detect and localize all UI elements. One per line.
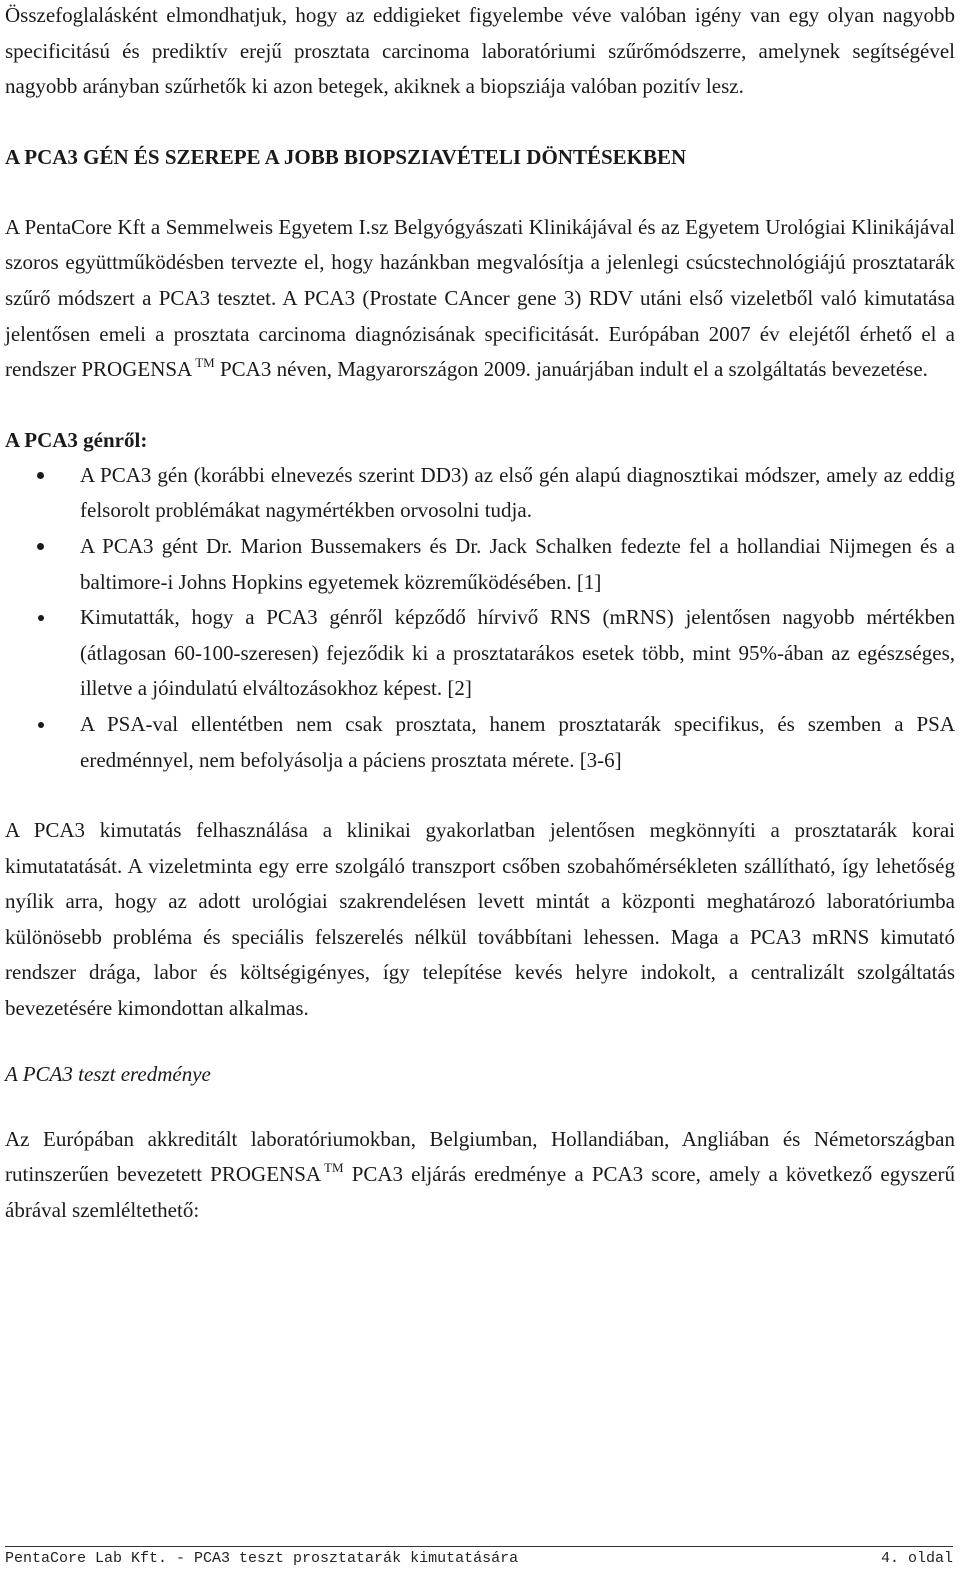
section-paragraph xyxy=(5,210,955,388)
list-item xyxy=(5,458,955,529)
bullet-icon xyxy=(38,615,44,621)
result-paragraph-text: Az Európában akkreditált laboratóriumokban, Belgiumban, Hollandiában, Angliában és Németországban rutinszerűen bevezetett PROGENSA xyxy=(5,1126,955,1187)
bullet-icon xyxy=(37,543,44,550)
intro-paragraph: Összefoglalásként elmondhatjuk, hogy az eddigieket figyelembe véve valóban igény van egy olyan nagyobb specificitású és prediktív erejű prosztata carcinoma laboratóriumi szűrőmódszerre, amelynek segítségével nagyobb arányban szűrhetők ki azon betegek, akiknek a biopsziája valóban pozitív lesz. xyxy=(5,3,955,99)
list-item-text: Kimutatták, hogy a PCA3 génről képződő hírvivő RNS (mRNS) jelentősen nagyobb mértékben (átlagosan 60-100-szeresen) fejeződik ki a prosztatarákos esetek több, mint 95%-ában az egészséges, illetve a jóindulatú elváltozásokhoz képest. [2] xyxy=(80,605,955,701)
section-heading: A PCA3 GÉN ÉS SZEREPE A JOBB BIOPSZIAVÉTELI DÖNTÉSEKBEN xyxy=(5,144,687,169)
section-paragraph-text-end: PCA3 néven, Magyarországon 2009. januárjában indult el a szolgáltatás bevezetése. xyxy=(214,357,928,382)
footer-title: PentaCore Lab Kft. - PCA3 teszt prosztatarák kimutatására xyxy=(5,1550,519,1567)
bullet-icon xyxy=(38,722,44,728)
list-item-text: A PCA3 gén (korábbi elnevezés szerint DD3) az első gén alapú diagnosztikai módszer, amely az eddig felsorolt problémákat nagymértékben orvosolni tudja. xyxy=(80,462,955,523)
section-paragraph-text: A PentaCore Kft a Semmelweis Egyetem I.sz Belgyógyászati Klinikájával és az Egyetem Urológiai Klinikájával szoros együttműködésben tervezte el, hogy hazánkban megvalósítja a jelenlegi csúcstechnológiájú prosztatarák szűrő módszert a PCA3 tesztet. A PCA3 (Prostate CAncer gene 3) RDV utáni első vizeletből való kimutatása jelentősen emeli a prosztata carcinoma diagnózisának specificitását. Európában 2007 év elejétől érhető el a rendszer PROGENSA xyxy=(5,214,955,382)
document-page xyxy=(5,0,955,1228)
bullet-icon xyxy=(37,472,44,479)
list-item-text: A PSA-val ellentétben nem csak prosztata, hanem prosztatarák specifikus, és szemben a PSA eredménnyel, nem befolyásolja a páciens prosztata mérete. [3-6] xyxy=(80,711,955,772)
result-heading: A PCA3 teszt eredménye xyxy=(5,1061,211,1086)
page-footer xyxy=(5,1546,953,1567)
list-item xyxy=(5,600,955,707)
trademark-mark: TM xyxy=(324,1160,344,1176)
result-paragraph xyxy=(5,1122,955,1229)
list-item-text: A PCA3 gént Dr. Marion Bussemakers és Dr. Jack Schalken fedezte fel a hollandiai Nijmegen és a baltimore-i Johns Hopkins egyetemek közreműködésében. [1] xyxy=(80,533,955,594)
result-paragraph-text-end: PCA3 eljárás eredménye a PCA3 score, amely a következő egyszerű ábrával szemléltethető: xyxy=(5,1162,955,1222)
usage-paragraph: A PCA3 kimutatás felhasználása a klinikai gyakorlatban jelentősen megkönnyíti a prosztatarák korai kimutatatását. A vizeletminta egy erre szolgáló transzport csőben szobahőmérsékleten szállítható, így lehetőség nyílik arra, hogy az adott urológiai szakrendelésen levett mintát a központi meghatározó laboratóriumba különösebb probléma és speciális felszerelés nélkül továbbítani lehessen. Maga a PCA3 mRNS kimutató rendszer drága, labor és költségigényes, így telepítése kevés helyre indokolt, a centralizált szolgáltatás bevezetésére kimondottan alkalmas. xyxy=(5,818,955,1021)
page-number: 4. oldal xyxy=(880,1550,953,1567)
trademark-mark: TM xyxy=(195,355,215,371)
list-item xyxy=(5,529,955,600)
about-heading: A PCA3 génről: xyxy=(5,427,148,452)
bullet-list xyxy=(5,458,955,778)
list-item xyxy=(5,707,955,778)
